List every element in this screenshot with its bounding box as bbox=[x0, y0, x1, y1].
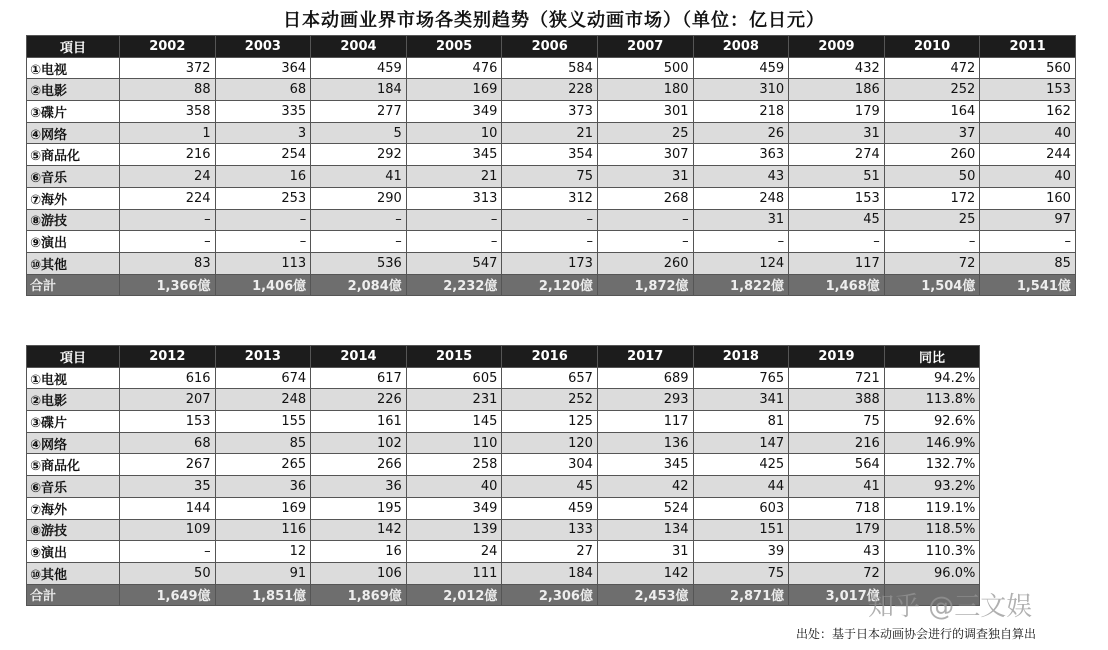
table-cell: 560 bbox=[980, 57, 1076, 79]
table-cell: 25 bbox=[884, 209, 980, 231]
total-cell: 2,084億 bbox=[311, 274, 407, 296]
table-row bbox=[27, 519, 980, 541]
table-cell: 265 bbox=[215, 454, 311, 476]
table-cell: 93.2% bbox=[884, 476, 980, 498]
header-col: 2007 bbox=[597, 36, 693, 58]
table-cell: 313 bbox=[406, 187, 502, 209]
table-cell: 45 bbox=[789, 209, 885, 231]
table-cell: – bbox=[980, 231, 1076, 253]
row-label: ②电影 bbox=[27, 389, 120, 411]
table-cell: 310 bbox=[693, 79, 789, 101]
table-cell: 5 bbox=[311, 122, 407, 144]
table-cell: 81 bbox=[693, 411, 789, 433]
row-label: ⑤商品化 bbox=[27, 454, 120, 476]
table-cell: 345 bbox=[597, 454, 693, 476]
table-cell: 36 bbox=[311, 476, 407, 498]
table-cell: 364 bbox=[215, 57, 311, 79]
table-cell: 252 bbox=[884, 79, 980, 101]
header-col: 2004 bbox=[311, 36, 407, 58]
table-cell: 75 bbox=[502, 166, 598, 188]
row-label: ⑤商品化 bbox=[27, 144, 120, 166]
row-label: ①电视 bbox=[27, 57, 120, 79]
table-row bbox=[27, 122, 1076, 144]
header-col: 2011 bbox=[980, 36, 1076, 58]
table-header-row bbox=[27, 346, 980, 368]
table-cell: 120 bbox=[502, 432, 598, 454]
table-row bbox=[27, 187, 1076, 209]
table-cell: 45 bbox=[502, 476, 598, 498]
table-cell: 500 bbox=[597, 57, 693, 79]
header-item: 項目 bbox=[27, 346, 120, 368]
table-cell: 142 bbox=[311, 519, 407, 541]
table-cell: 248 bbox=[215, 389, 311, 411]
table-cell: 425 bbox=[693, 454, 789, 476]
table-cell: – bbox=[215, 231, 311, 253]
table-cell: 153 bbox=[789, 187, 885, 209]
table-cell: 459 bbox=[693, 57, 789, 79]
table-cell: 40 bbox=[980, 122, 1076, 144]
table-cell: 718 bbox=[789, 497, 885, 519]
table-cell: 179 bbox=[789, 101, 885, 123]
table-cell: 40 bbox=[406, 476, 502, 498]
row-label: ②电影 bbox=[27, 79, 120, 101]
table-cell: 169 bbox=[215, 497, 311, 519]
table-cell: 547 bbox=[406, 252, 502, 274]
table-cell: 31 bbox=[597, 166, 693, 188]
table-cell: 110 bbox=[406, 432, 502, 454]
table-cell: 25 bbox=[597, 122, 693, 144]
table-cell: 184 bbox=[311, 79, 407, 101]
table-cell: 31 bbox=[597, 541, 693, 563]
total-cell: 1,872億 bbox=[597, 274, 693, 296]
table-row bbox=[27, 476, 980, 498]
table-cell: 85 bbox=[980, 252, 1076, 274]
total-cell: 2,232億 bbox=[406, 274, 502, 296]
table-row bbox=[27, 231, 1076, 253]
table-cell: 260 bbox=[597, 252, 693, 274]
total-label: 合計 bbox=[27, 274, 120, 296]
table-cell: 118.5% bbox=[884, 519, 980, 541]
table-cell: 37 bbox=[884, 122, 980, 144]
table-cell: – bbox=[120, 541, 216, 563]
table-cell: 266 bbox=[311, 454, 407, 476]
total-cell: 2,871億 bbox=[693, 584, 789, 606]
total-cell: 1,406億 bbox=[215, 274, 311, 296]
header-col: 2015 bbox=[406, 346, 502, 368]
table-cell: 68 bbox=[120, 432, 216, 454]
table-cell: 50 bbox=[120, 562, 216, 584]
table-cell: 179 bbox=[789, 519, 885, 541]
table-cell: – bbox=[406, 209, 502, 231]
table-cell: 97 bbox=[980, 209, 1076, 231]
table-cell: 117 bbox=[597, 411, 693, 433]
table-cell: – bbox=[406, 231, 502, 253]
table-cell: 616 bbox=[120, 367, 216, 389]
table-cell: 110.3% bbox=[884, 541, 980, 563]
table-row bbox=[27, 57, 1076, 79]
row-label: ⑧游技 bbox=[27, 209, 120, 231]
table-cell: 136 bbox=[597, 432, 693, 454]
table-cell: 292 bbox=[311, 144, 407, 166]
table-cell: 224 bbox=[120, 187, 216, 209]
table-cell: 184 bbox=[502, 562, 598, 584]
table-cell: – bbox=[693, 231, 789, 253]
table-cell: 226 bbox=[311, 389, 407, 411]
table-cell: 94.2% bbox=[884, 367, 980, 389]
table-cell: 119.1% bbox=[884, 497, 980, 519]
table-cell: 41 bbox=[789, 476, 885, 498]
row-label: ④网络 bbox=[27, 122, 120, 144]
table-cell: 173 bbox=[502, 252, 598, 274]
header-col: 2006 bbox=[502, 36, 598, 58]
table-cell: 106 bbox=[311, 562, 407, 584]
table-cell: 260 bbox=[884, 144, 980, 166]
table-cell: 341 bbox=[693, 389, 789, 411]
table-cell: 584 bbox=[502, 57, 598, 79]
table-cell: 216 bbox=[789, 432, 885, 454]
table-cell: 459 bbox=[311, 57, 407, 79]
total-cell: 1,649億 bbox=[120, 584, 216, 606]
table-cell: 277 bbox=[311, 101, 407, 123]
table-cell: 605 bbox=[406, 367, 502, 389]
table-cell: 657 bbox=[502, 367, 598, 389]
table-cell: 258 bbox=[406, 454, 502, 476]
header-col: 2018 bbox=[693, 346, 789, 368]
total-cell: 2,120億 bbox=[502, 274, 598, 296]
header-col: 2009 bbox=[789, 36, 885, 58]
table-row bbox=[27, 209, 1076, 231]
table-cell: 142 bbox=[597, 562, 693, 584]
table-cell: 10 bbox=[406, 122, 502, 144]
table-cell: 31 bbox=[693, 209, 789, 231]
table-cell: 109 bbox=[120, 519, 216, 541]
table-cell: 252 bbox=[502, 389, 598, 411]
table-cell: 358 bbox=[120, 101, 216, 123]
table-cell: 102 bbox=[311, 432, 407, 454]
table-cell: 36 bbox=[215, 476, 311, 498]
header-col: 2012 bbox=[120, 346, 216, 368]
table-cell: 125 bbox=[502, 411, 598, 433]
total-cell: 2,306億 bbox=[502, 584, 598, 606]
total-cell: 1,541億 bbox=[980, 274, 1076, 296]
table-cell: 476 bbox=[406, 57, 502, 79]
table-cell: 43 bbox=[789, 541, 885, 563]
table-cell: 617 bbox=[311, 367, 407, 389]
table-cell: 16 bbox=[215, 166, 311, 188]
table-cell: 42 bbox=[597, 476, 693, 498]
table-cell: 145 bbox=[406, 411, 502, 433]
header-item: 項目 bbox=[27, 36, 120, 58]
table-cell: 31 bbox=[789, 122, 885, 144]
table-cell: 524 bbox=[597, 497, 693, 519]
table-cell: 39 bbox=[693, 541, 789, 563]
table-cell: 307 bbox=[597, 144, 693, 166]
row-label: ④网络 bbox=[27, 432, 120, 454]
table-cell: – bbox=[884, 231, 980, 253]
table-cell: 147 bbox=[693, 432, 789, 454]
table-row bbox=[27, 252, 1076, 274]
table-cell: 155 bbox=[215, 411, 311, 433]
table-row bbox=[27, 101, 1076, 123]
table-cell: 536 bbox=[311, 252, 407, 274]
table-cell: 91 bbox=[215, 562, 311, 584]
table-cell: 43 bbox=[693, 166, 789, 188]
table-cell: 459 bbox=[502, 497, 598, 519]
total-row bbox=[27, 274, 1076, 296]
row-label: ⑦海外 bbox=[27, 497, 120, 519]
table-cell: 151 bbox=[693, 519, 789, 541]
table-cell: – bbox=[120, 231, 216, 253]
table-cell: – bbox=[597, 231, 693, 253]
table-header-row bbox=[27, 36, 1076, 58]
table-cell: 111 bbox=[406, 562, 502, 584]
source-note: 出处：基于日本动画协会进行的调查独自算出 bbox=[795, 627, 1036, 641]
table-cell: 83 bbox=[120, 252, 216, 274]
total-cell: 1,822億 bbox=[693, 274, 789, 296]
table-row bbox=[27, 79, 1076, 101]
table-cell: 12 bbox=[215, 541, 311, 563]
table-cell: 35 bbox=[120, 476, 216, 498]
table-cell: 16 bbox=[311, 541, 407, 563]
table-cell: 124 bbox=[693, 252, 789, 274]
table-cell: 388 bbox=[789, 389, 885, 411]
table-cell: 312 bbox=[502, 187, 598, 209]
row-label: ⑨演出 bbox=[27, 231, 120, 253]
table-row bbox=[27, 562, 980, 584]
table-cell: 267 bbox=[120, 454, 216, 476]
table-row bbox=[27, 389, 980, 411]
table-cell: 472 bbox=[884, 57, 980, 79]
table-cell: 218 bbox=[693, 101, 789, 123]
table-cell: 721 bbox=[789, 367, 885, 389]
row-label: ③碟片 bbox=[27, 101, 120, 123]
row-label: ⑩其他 bbox=[27, 562, 120, 584]
table-cell: 603 bbox=[693, 497, 789, 519]
table-cell: 3 bbox=[215, 122, 311, 144]
table-cell: 335 bbox=[215, 101, 311, 123]
table-cell: 132.7% bbox=[884, 454, 980, 476]
table-cell: 674 bbox=[215, 367, 311, 389]
market-table-2012-2019 bbox=[26, 345, 980, 606]
table-cell: 765 bbox=[693, 367, 789, 389]
table-cell: 139 bbox=[406, 519, 502, 541]
table-cell: 50 bbox=[884, 166, 980, 188]
table-cell: 268 bbox=[597, 187, 693, 209]
table-cell: – bbox=[789, 231, 885, 253]
watermark: 知乎 @三文娱 bbox=[868, 592, 1033, 622]
table-cell: 432 bbox=[789, 57, 885, 79]
header-col: 同比 bbox=[884, 346, 980, 368]
table-cell: 195 bbox=[311, 497, 407, 519]
table-cell: 113 bbox=[215, 252, 311, 274]
table-cell: 146.9% bbox=[884, 432, 980, 454]
table-cell: – bbox=[215, 209, 311, 231]
table-cell: 96.0% bbox=[884, 562, 980, 584]
total-cell: 1,468億 bbox=[789, 274, 885, 296]
table-cell: 24 bbox=[120, 166, 216, 188]
table-cell: 160 bbox=[980, 187, 1076, 209]
total-cell: 1,366億 bbox=[120, 274, 216, 296]
table-cell: 254 bbox=[215, 144, 311, 166]
header-col: 2016 bbox=[502, 346, 598, 368]
table-cell: 231 bbox=[406, 389, 502, 411]
table-cell: 26 bbox=[693, 122, 789, 144]
table-cell: 172 bbox=[884, 187, 980, 209]
table-cell: 169 bbox=[406, 79, 502, 101]
total-cell: 2,453億 bbox=[597, 584, 693, 606]
table-row bbox=[27, 144, 1076, 166]
table-cell: 72 bbox=[789, 562, 885, 584]
page-title: 日本动画业界市场各类别趋势（狭义动画市场）（单位：亿日元） bbox=[283, 10, 825, 31]
table-cell: 274 bbox=[789, 144, 885, 166]
header-col: 2014 bbox=[311, 346, 407, 368]
table-cell: 244 bbox=[980, 144, 1076, 166]
table-cell: 44 bbox=[693, 476, 789, 498]
table-cell: 164 bbox=[884, 101, 980, 123]
table-cell: 207 bbox=[120, 389, 216, 411]
table-cell: 290 bbox=[311, 187, 407, 209]
table-cell: 116 bbox=[215, 519, 311, 541]
header-col: 2019 bbox=[789, 346, 885, 368]
table-cell: 354 bbox=[502, 144, 598, 166]
table-cell: 301 bbox=[597, 101, 693, 123]
market-table-2002-2011 bbox=[26, 35, 1076, 296]
table-cell: 216 bbox=[120, 144, 216, 166]
table-cell: 304 bbox=[502, 454, 598, 476]
table-cell: 92.6% bbox=[884, 411, 980, 433]
table-cell: 293 bbox=[597, 389, 693, 411]
row-label: ⑧游技 bbox=[27, 519, 120, 541]
table-cell: 1 bbox=[120, 122, 216, 144]
table-cell: 113.8% bbox=[884, 389, 980, 411]
table-cell: 372 bbox=[120, 57, 216, 79]
row-label: ⑥音乐 bbox=[27, 166, 120, 188]
table-cell: 75 bbox=[693, 562, 789, 584]
table-cell: – bbox=[120, 209, 216, 231]
total-label: 合計 bbox=[27, 584, 120, 606]
total-cell: 2,012億 bbox=[406, 584, 502, 606]
table-cell: 51 bbox=[789, 166, 885, 188]
table-cell: 162 bbox=[980, 101, 1076, 123]
table-cell: 133 bbox=[502, 519, 598, 541]
row-label: ③碟片 bbox=[27, 411, 120, 433]
total-cell: 1,869億 bbox=[311, 584, 407, 606]
header-col: 2008 bbox=[693, 36, 789, 58]
table-cell: 228 bbox=[502, 79, 598, 101]
table-cell: 68 bbox=[215, 79, 311, 101]
header-col: 2005 bbox=[406, 36, 502, 58]
table-cell: – bbox=[311, 209, 407, 231]
row-label: ⑩其他 bbox=[27, 252, 120, 274]
header-col: 2013 bbox=[215, 346, 311, 368]
table-row bbox=[27, 411, 980, 433]
table-cell: 75 bbox=[789, 411, 885, 433]
table-cell: – bbox=[502, 231, 598, 253]
table-cell: 564 bbox=[789, 454, 885, 476]
table-cell: 349 bbox=[406, 497, 502, 519]
header-col: 2010 bbox=[884, 36, 980, 58]
row-label: ①电视 bbox=[27, 367, 120, 389]
table-cell: 21 bbox=[406, 166, 502, 188]
table-cell: 24 bbox=[406, 541, 502, 563]
table-row bbox=[27, 497, 980, 519]
table-cell: 180 bbox=[597, 79, 693, 101]
table-row bbox=[27, 454, 980, 476]
table-cell: 253 bbox=[215, 187, 311, 209]
table-cell: 153 bbox=[120, 411, 216, 433]
total-cell: 1,504億 bbox=[884, 274, 980, 296]
table-cell: – bbox=[311, 231, 407, 253]
table-cell: 349 bbox=[406, 101, 502, 123]
table-cell: – bbox=[597, 209, 693, 231]
row-label: ⑦海外 bbox=[27, 187, 120, 209]
table-cell: 134 bbox=[597, 519, 693, 541]
table-cell: 88 bbox=[120, 79, 216, 101]
row-label: ⑥音乐 bbox=[27, 476, 120, 498]
table-cell: 689 bbox=[597, 367, 693, 389]
header-col: 2002 bbox=[120, 36, 216, 58]
header-col: 2003 bbox=[215, 36, 311, 58]
table-row bbox=[27, 367, 980, 389]
table-cell: 72 bbox=[884, 252, 980, 274]
table-row bbox=[27, 166, 1076, 188]
table-cell: 117 bbox=[789, 252, 885, 274]
total-cell: 3,017億 bbox=[789, 584, 885, 606]
total-row bbox=[27, 584, 980, 606]
table-cell: – bbox=[502, 209, 598, 231]
total-cell: 1,851億 bbox=[215, 584, 311, 606]
table-cell: 153 bbox=[980, 79, 1076, 101]
header-col: 2017 bbox=[597, 346, 693, 368]
table-cell: 186 bbox=[789, 79, 885, 101]
table-cell: 248 bbox=[693, 187, 789, 209]
table-cell: 40 bbox=[980, 166, 1076, 188]
table-row bbox=[27, 541, 980, 563]
table-cell: 345 bbox=[406, 144, 502, 166]
table-row bbox=[27, 432, 980, 454]
table-cell: 144 bbox=[120, 497, 216, 519]
table-cell: 27 bbox=[502, 541, 598, 563]
table-cell: 41 bbox=[311, 166, 407, 188]
table-cell: 161 bbox=[311, 411, 407, 433]
table-cell: 85 bbox=[215, 432, 311, 454]
table-cell: 373 bbox=[502, 101, 598, 123]
row-label: ⑨演出 bbox=[27, 541, 120, 563]
table-cell: 21 bbox=[502, 122, 598, 144]
table-cell: 363 bbox=[693, 144, 789, 166]
